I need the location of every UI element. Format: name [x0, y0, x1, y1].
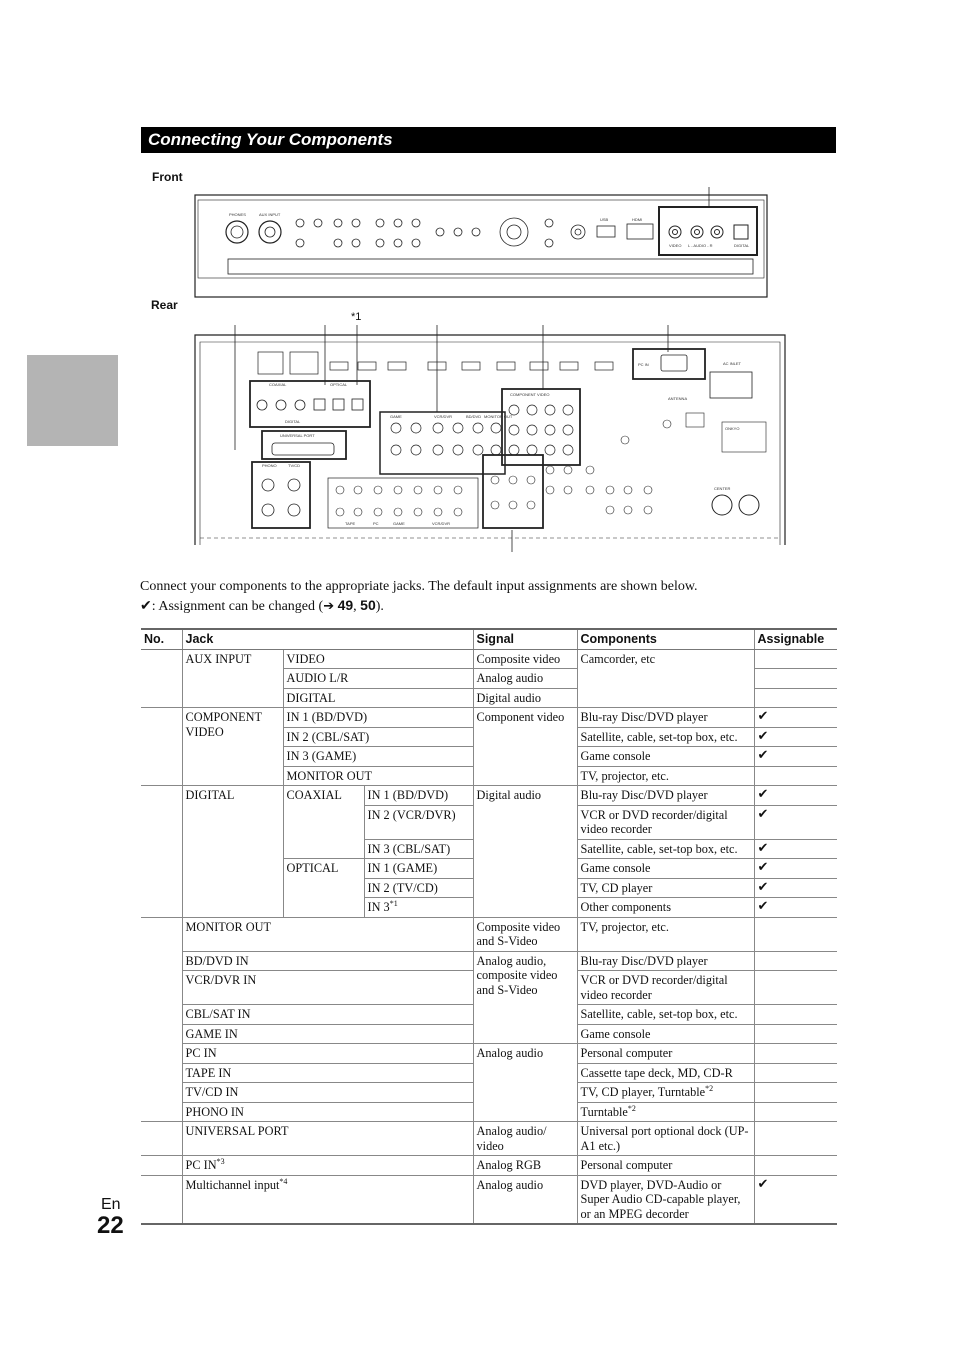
table-header-row	[141, 629, 837, 649]
jack-aux-input: AUX INPUT	[182, 649, 283, 708]
table-row: VCR/DVR IN VCR or DVD recorder/digital video recorder	[141, 971, 837, 1005]
jack-component-video: COMPONENT VIDEO	[182, 708, 283, 786]
svg-text:CENTER: CENTER	[714, 486, 731, 491]
check-icon: ✔	[754, 839, 837, 859]
svg-text:PC: PC	[373, 521, 379, 526]
table-row: TV/CD IN TV, CD player, Turntable$^{*2}$	[141, 1083, 837, 1103]
table-row: BD/DVD IN Analog audio, composite video and S-Video Blu-ray Disc/DVD player	[141, 951, 837, 971]
svg-text:GAME: GAME	[393, 521, 405, 526]
check-icon: ✔	[754, 727, 837, 747]
svg-text:PC IN: PC IN	[638, 362, 649, 367]
svg-text:TV/CD: TV/CD	[288, 463, 300, 468]
table-row: IN 2 (TV/CD) TV, CD player ✔	[141, 878, 837, 898]
svg-text:USB: USB	[600, 217, 609, 222]
page-ref-50[interactable]: 50	[360, 597, 376, 613]
svg-text:AUX INPUT: AUX INPUT	[259, 212, 281, 217]
arrow-icon: ➔	[323, 599, 335, 614]
intro-text	[140, 577, 840, 616]
receiver-diagram	[0, 0, 954, 560]
svg-text:UNIVERSAL PORT: UNIVERSAL PORT	[280, 433, 315, 438]
jack-digital: DIGITAL	[182, 786, 283, 918]
front-label: Front	[152, 170, 183, 184]
check-icon: ✔	[754, 805, 837, 839]
check-icon: ✔	[754, 747, 837, 767]
page-language: En	[101, 1196, 121, 1213]
svg-text:DIGITAL: DIGITAL	[285, 419, 301, 424]
svg-text:VCR/DVR: VCR/DVR	[434, 414, 453, 419]
svg-text:DIGITAL: DIGITAL	[734, 243, 750, 248]
check-icon: ✔	[754, 786, 837, 806]
svg-text:PHONES: PHONES	[229, 212, 246, 217]
table-row: IN 3 (GAME) Game console ✔	[141, 747, 837, 767]
table-row: MONITOR OUT Composite video and S-Video TV, projector, etc.	[141, 917, 837, 951]
intro-line-1: Connect your components to the appropriate jacks. The default input assignments are shown below.	[140, 579, 698, 594]
svg-text:MONITOR OUT: MONITOR OUT	[484, 414, 513, 419]
table-row: MONITOR OUT TV, projector, etc.	[141, 766, 837, 786]
table-row: IN 3$^{*1}$ Other components ✔	[141, 898, 837, 918]
table-row: UNIVERSAL PORT Analog audio/ video Universal port optional dock (UP-A1 etc.)	[141, 1122, 837, 1156]
check-icon: ✔	[754, 878, 837, 898]
table-row: DIGITAL Digital audio	[141, 688, 837, 708]
svg-text:COMPONENT VIDEO: COMPONENT VIDEO	[510, 392, 550, 397]
svg-text:HDMI: HDMI	[632, 217, 643, 222]
header-assignable: Assignable	[754, 629, 837, 649]
check-icon: ✔	[754, 1175, 837, 1224]
footnote-marker-1: *1	[351, 311, 362, 323]
check-icon: ✔	[754, 859, 837, 879]
svg-text:OPTICAL: OPTICAL	[330, 382, 348, 387]
table-row: Multichannel input$^{*4}$ Analog audio DVD player, DVD-Audio or Super Audio CD-capable player, or an MPEG decorder ✔	[141, 1175, 837, 1224]
rear-label: Rear	[151, 298, 178, 312]
svg-text:ANTENNA: ANTENNA	[668, 396, 688, 401]
table-row: GAME IN Game console	[141, 1024, 837, 1044]
check-icon: ✔	[754, 898, 837, 918]
table-row: PC IN$^{*3}$ Analog RGB Personal computer	[141, 1156, 837, 1176]
svg-text:BD/DVD: BD/DVD	[466, 414, 482, 419]
table-row: AUX INPUT VIDEO Composite video Camcorder, etc	[141, 649, 837, 669]
svg-text:TAPE: TAPE	[345, 521, 356, 526]
svg-text:VIDEO: VIDEO	[669, 243, 682, 248]
page-number: 22	[97, 1212, 124, 1239]
svg-text:VCR/DVR: VCR/DVR	[432, 521, 451, 526]
section-title: Connecting Your Components	[141, 127, 836, 153]
table-row: AUDIO L/R Analog audio	[141, 669, 837, 689]
svg-text:GAME: GAME	[390, 414, 402, 419]
page-ref-49[interactable]: 49	[337, 597, 354, 613]
svg-text:PHONO: PHONO	[262, 463, 277, 468]
table-row: PC IN Analog audio Personal computer	[141, 1044, 837, 1064]
table-row: COMPONENT VIDEO IN 1 (BD/DVD) Component video Blu-ray Disc/DVD player ✔	[141, 708, 837, 728]
table-row: DIGITAL COAXIAL IN 1 (BD/DVD) Digital audio Blu-ray Disc/DVD player ✔	[141, 786, 837, 806]
table-row: TAPE IN Cassette tape deck, MD, CD-R	[141, 1063, 837, 1083]
check-icon: ✔	[754, 708, 837, 728]
intro-line-2: ✔: Assignment can be changed (➔ 49, 50).	[140, 597, 384, 614]
header-no: No.	[141, 629, 182, 649]
table-row: IN 2 (VCR/DVR) VCR or DVD recorder/digital video recorder ✔	[141, 805, 837, 839]
header-components: Components	[577, 629, 754, 649]
table-row: CBL/SAT IN Satellite, cable, set-top box, etc.	[141, 1005, 837, 1025]
svg-text:AC INLET: AC INLET	[723, 361, 742, 366]
table-row: IN 2 (CBL/SAT) Satellite, cable, set-top box, etc. ✔	[141, 727, 837, 747]
svg-text:ONKYO: ONKYO	[725, 426, 740, 431]
svg-text:L - AUDIO - R: L - AUDIO - R	[688, 243, 713, 248]
header-jack: Jack	[182, 629, 473, 649]
table-row: PHONO IN Turntable$^{*2}$	[141, 1102, 837, 1122]
jack-table	[141, 628, 837, 1225]
front-panel	[195, 187, 767, 297]
header-signal: Signal	[473, 629, 577, 649]
table-row: OPTICAL IN 1 (GAME) Game console ✔	[141, 859, 837, 879]
table-row: IN 3 (CBL/SAT) Satellite, cable, set-top box, etc. ✔	[141, 839, 837, 859]
rear-panel	[195, 325, 785, 552]
svg-text:COAXIAL: COAXIAL	[269, 382, 287, 387]
